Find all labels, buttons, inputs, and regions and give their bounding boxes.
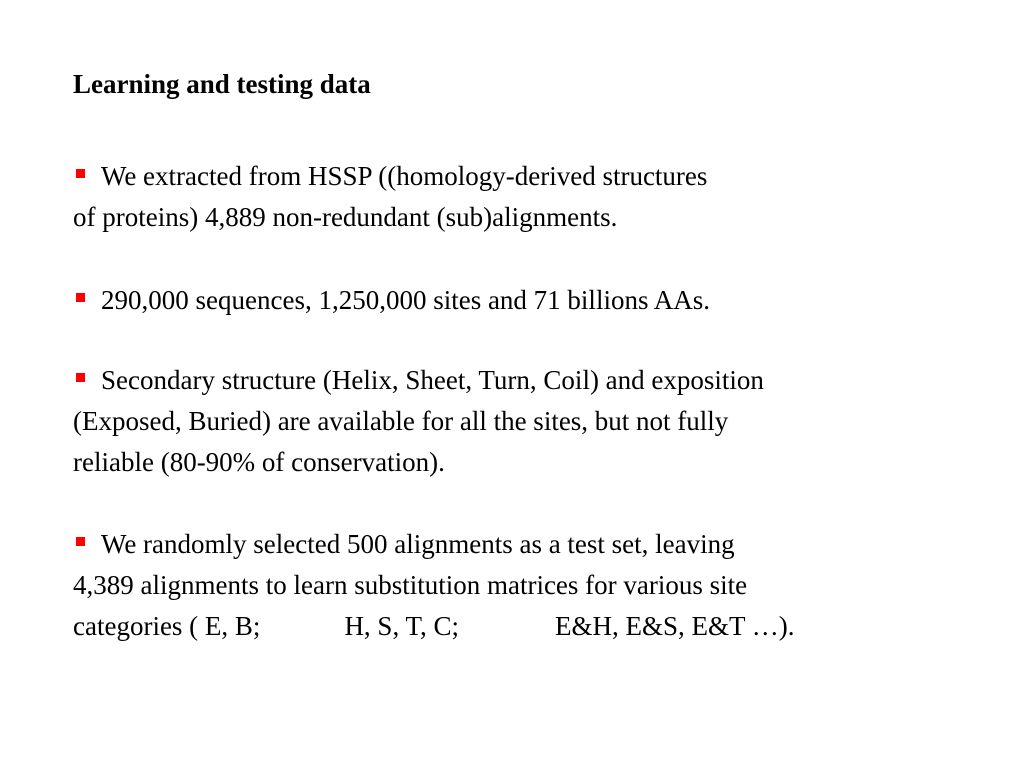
bullet-paragraph-4 (73, 524, 794, 647)
bullet-paragraph-2 (73, 280, 710, 321)
paragraph-line (73, 360, 764, 401)
paragraph-line (73, 156, 707, 197)
square-bullet-icon (76, 293, 85, 302)
paragraph-line: 4,389 alignments to learn substitution matrices for various site (73, 570, 748, 600)
bullet-paragraph-1 (73, 156, 707, 238)
square-bullet-icon (76, 373, 85, 382)
paragraph-line (73, 524, 794, 565)
paragraph-line: of proteins) 4,889 non-redundant (sub)alignments. (73, 202, 618, 232)
slide-title: Learning and testing data (73, 69, 371, 99)
paragraph-line: (Exposed, Buried) are available for all the sites, but not fully (73, 406, 729, 436)
categories-end: E&H, E&S, E&T …). (554, 611, 795, 641)
categories-line (73, 606, 794, 647)
paragraph-line (73, 280, 710, 321)
paragraph-line: reliable (80-90% of conservation). (73, 447, 445, 477)
square-bullet-icon (76, 169, 85, 178)
bullet-paragraph-3 (73, 360, 764, 483)
paragraph-text: We randomly selected 500 alignments as a test set, leaving (101, 529, 735, 559)
categories-mid: H, S, T, C; (344, 611, 459, 641)
square-bullet-icon (76, 537, 85, 546)
paragraph-text: We extracted from HSSP ((homology-derived structures (101, 161, 708, 191)
paragraph-text: 290,000 sequences, 1,250,000 sites and 71 billions AAs. (101, 285, 710, 315)
paragraph-text: Secondary structure (Helix, Sheet, Turn, Coil) and exposition (101, 365, 764, 395)
categories-prefix: categories ( E, B; (73, 611, 261, 641)
